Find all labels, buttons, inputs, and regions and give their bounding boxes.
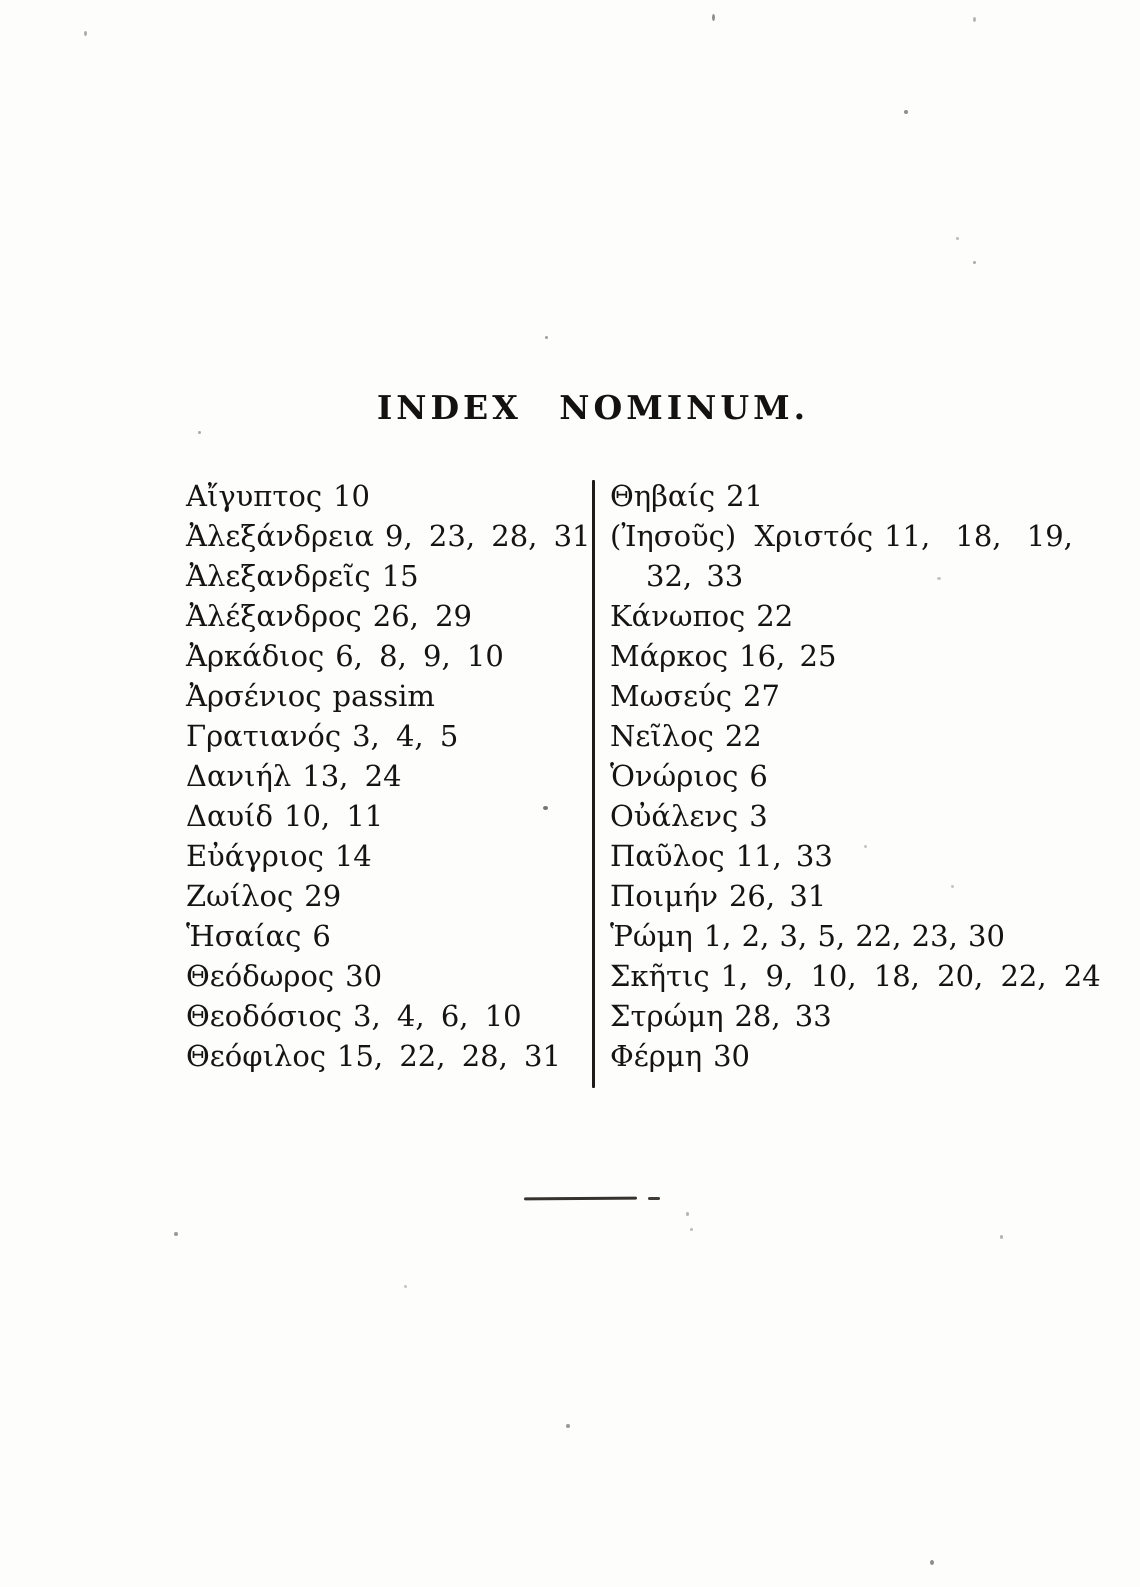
index-entry (186, 876, 586, 916)
entry-term: Ἀλέξανδρος (186, 599, 362, 633)
scan-speck (404, 1285, 407, 1288)
entry-term: Ὁνώριος (610, 759, 739, 793)
scan-speck (690, 1228, 693, 1231)
scan-speck (712, 14, 715, 21)
index-column-left (186, 476, 591, 1076)
index-entry (186, 596, 586, 636)
index-entry (610, 716, 1010, 756)
scan-speck (937, 577, 941, 580)
scan-speck (864, 845, 867, 848)
entry-term: Εὐάγριος (186, 839, 324, 873)
entry-term: Ἡσαίας (186, 919, 302, 953)
entry-term: Θεόφιλος (186, 1039, 327, 1073)
entry-refs: 13, 24 (302, 759, 402, 793)
scan-speck (951, 885, 954, 888)
entry-term: Σκῆτις (610, 959, 710, 993)
entry-refs: 29 (304, 879, 342, 913)
index-entry (186, 996, 586, 1036)
scan-speck (1000, 1235, 1003, 1239)
entry-term: Ἀρκάδιος (186, 639, 325, 673)
scan-speck (930, 1560, 934, 1565)
entry-refs: 15 (381, 559, 419, 593)
index-entry (610, 596, 1010, 636)
index-entry (610, 956, 1101, 996)
index-entry (610, 836, 1010, 876)
scan-speck (973, 261, 976, 264)
index-entry (610, 516, 1073, 556)
decorative-end-rule (524, 1197, 660, 1201)
index-entry (186, 916, 586, 956)
entry-refs: 11, 18, 19, (884, 519, 1073, 553)
entry-term: Οὐάλενς (610, 799, 739, 833)
index-entry (186, 796, 586, 836)
entry-refs: 22 (756, 599, 794, 633)
entry-refs: 6 (749, 759, 768, 793)
scan-speck (956, 237, 959, 240)
index-entry (610, 756, 1010, 796)
entry-term: Θεοδόσιος (186, 999, 343, 1033)
index-entry (186, 516, 591, 556)
entry-term: Δαυίδ (186, 799, 273, 833)
entry-refs: 30 (713, 1039, 750, 1073)
entry-refs: 10, 11 (284, 799, 384, 833)
scan-speck (904, 110, 908, 114)
entry-term: Ἀλεξάνδρεια (186, 519, 375, 553)
entry-refs: 11, 33 (735, 839, 833, 873)
entry-term: Αἴγυπτος (186, 479, 323, 513)
entry-term: Ῥώμη (610, 919, 693, 953)
rule-dash-long (524, 1197, 637, 1201)
index-entry (610, 916, 1010, 956)
entry-refs: 22 (724, 719, 762, 753)
entry-refs: 10 (333, 479, 370, 513)
page-title: INDEX NOMINUM. (376, 388, 810, 427)
entry-term: Θηβαίς (610, 479, 716, 513)
entry-term: Θεόδωρος (186, 959, 335, 993)
entry-term: Μωσεύς (610, 679, 733, 713)
entry-term: Ἀρσένιος (186, 679, 322, 713)
scan-speck (198, 431, 201, 434)
index-entry (186, 716, 586, 756)
entry-refs: 3, 4, 6, 10 (353, 999, 522, 1033)
index-entry (186, 756, 586, 796)
index-entry (186, 1036, 586, 1076)
entry-refs: 9, 23, 28, 31 (385, 519, 591, 553)
index-entry (610, 796, 1010, 836)
entry-term: Παῦλος (610, 839, 725, 873)
index-entry (610, 1036, 1010, 1076)
index-entry (186, 476, 586, 516)
scan-speck (84, 31, 87, 36)
index-entry-continuation (610, 556, 1010, 596)
entry-term: Ἀλεξανδρεῖς (186, 559, 371, 593)
entry-refs: 6, 8, 9, 10 (335, 639, 504, 673)
entry-refs: 32, 33 (646, 559, 744, 593)
entry-refs: 30 (345, 959, 383, 993)
entry-refs: 1, 2, 3, 5, 22, 23, 30 (703, 919, 1005, 953)
index-entry (610, 476, 1010, 516)
index-column-right (610, 476, 1101, 1076)
scan-speck (543, 806, 548, 810)
scan-speck (545, 336, 548, 339)
entry-term: Φέρμη (610, 1039, 703, 1073)
index-entry (186, 636, 586, 676)
scan-speck (686, 1212, 689, 1216)
entry-term: Ποιμήν (610, 879, 718, 913)
entry-term: Στρώμη (610, 999, 724, 1033)
index-entry (610, 676, 1010, 716)
entry-refs: passim (332, 679, 435, 713)
entry-term: Ζωίλος (186, 879, 294, 913)
index-entry (186, 836, 586, 876)
entry-refs: 15, 22, 28, 31 (337, 1039, 561, 1073)
index-entry (186, 956, 586, 996)
entry-refs: 21 (726, 479, 764, 513)
entry-refs: 16, 25 (739, 639, 837, 673)
index-entry (610, 636, 1010, 676)
entry-term: Μάρκος (610, 639, 729, 673)
entry-term: Δανιήλ (186, 759, 292, 793)
entry-refs: 6 (312, 919, 331, 953)
entry-refs: 14 (334, 839, 372, 873)
entry-refs: 26, 29 (372, 599, 472, 633)
index-entry (186, 676, 586, 716)
entry-refs: 3 (749, 799, 768, 833)
scan-speck (174, 1232, 178, 1236)
entry-term: Κάνωπος (610, 599, 746, 633)
scan-speck (566, 1424, 570, 1428)
index-entry (610, 996, 1010, 1036)
entry-refs: 27 (743, 679, 780, 713)
entry-refs: 28, 33 (734, 999, 832, 1033)
entry-refs: 1, 9, 10, 18, 20, 22, 24 (720, 959, 1101, 993)
index-entry (610, 876, 1010, 916)
entry-term: Νεῖλος (610, 719, 714, 753)
rule-dash-short (648, 1197, 660, 1200)
column-divider-rule (592, 480, 595, 1088)
entry-refs: 3, 4, 5 (352, 719, 459, 753)
index-entry (186, 556, 586, 596)
scan-speck (973, 17, 976, 22)
entry-term: Γρατιανός (186, 719, 342, 753)
entry-refs: 26, 31 (728, 879, 827, 913)
entry-term: (Ἰησοῦς) Χριστός (610, 519, 874, 553)
